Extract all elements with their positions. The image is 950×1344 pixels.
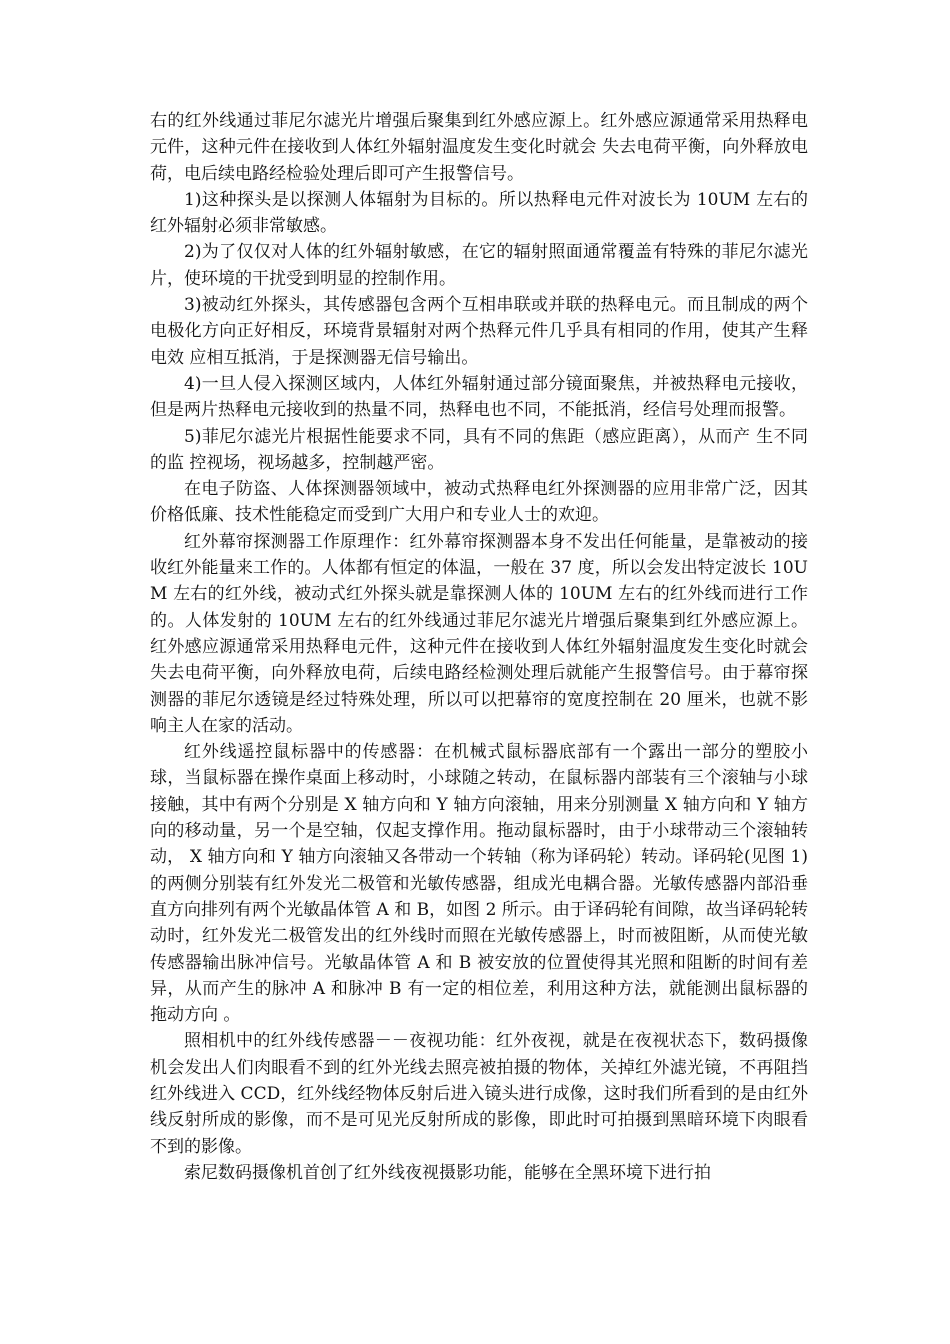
paragraph-point-5: 5)菲尼尔滤光片根据性能要求不同，具有不同的焦距（感应距离），从而产 生不同的监 控视场，视场越多，控制越严密。 <box>150 426 808 473</box>
paragraph-mouse-sensor: 红外线遥控鼠标器中的传感器：在机械式鼠标器底部有一个露出一部分的塑胶小球，当鼠标器在操作桌面上移动时，小球随之转动，在鼠标器内部装有三个滚轴与小球接触，其中有两个分别是 X 轴方向和 Y 轴方向滚轴，用来分别测量 X 轴方向和 Y 轴方向的移动量，另一个是空轴，仅起支撑作用。拖动鼠标器时，由于小球带动三个滚轴转动， X 轴方向和 Y 轴方向滚轴又各带动一个转轴（称为译码轮）转动。译码轮(见图 1)的两侧分别装有红外发光二极管和光敏传感器，组成光电耦合器。光敏传感器内部沿垂直方向排列有两个光敏晶体管 A 和 B，如图 2 所示。由于译码轮有间隙，故当译码轮转动时，红外发光二极管发出的红外线时而照在光敏传感器上，时而被阻断，从而使光敏传感器输出脉冲信号。光敏晶体管 A 和 B 被安放的位置使得其光照和阻断的时间有差异，从而产生的脉冲 A 和脉冲 B 有一定的相位差，利用这种方法，就能测出鼠标器的拖动方向 。 <box>150 742 808 1026</box>
paragraph-point-2: 2)为了仅仅对人体的红外辐射敏感，在它的辐射照面通常覆盖有特殊的菲尼尔滤光片，使环境的干扰受到明显的控制作用。 <box>150 242 808 289</box>
paragraph-point-4: 4)一旦人侵入探测区域内，人体红外辐射通过部分镜面聚焦，并被热释电元接收，但是两片热释电元接收到的热量不同，热释电也不同，不能抵消，经信号处理而报警。 <box>150 373 808 421</box>
paragraph-sony-camera: 索尼数码摄像机首创了红外线夜视摄影功能，能够在全黑环境下进行拍 <box>184 1162 711 1183</box>
paragraph-applications: 在电子防盗、人体探测器领域中，被动式热释电红外探测器的应用非常广泛，因其价格低廉、技术性能稳定而受到广大用户和专业人士的欢迎。 <box>150 479 808 526</box>
paragraph-night-vision: 照相机中的红外线传感器－－夜视功能：红外夜视，就是在夜视状态下，数码摄像机会发出人们肉眼看不到的红外光线去照亮被拍摄的物体，关掉红外滤光镜，不再阻挡红外线进入 CCD，红外线经物体反射后进入镜头进行成像，这时我们所看到的是由红外线反射所成的影像，而不是可见光反射所成的影像，即此时可拍摄到黑暗环境下肉眼看不到的影像。 <box>150 1031 808 1157</box>
paragraph-continued: 右的红外线通过菲尼尔滤光片增强后聚集到红外感应源上。红外感应源通常采用热释电元件，这种元件在接收到人体红外辐射温度发生变化时就会 失去电荷平衡，向外释放电荷，电后续电路经检验处理后即可产生报警信号。 <box>150 111 808 184</box>
paragraph-curtain-detector: 红外幕帘探测器工作原理作：红外幕帘探测器本身不发出任何能量，是靠被动的接收红外能量来工作的。人体都有恒定的体温，一般在 37 度，所以会发出特定波长 10UM 左右的红外线，被动式红外探头就是靠探测人体的 10UM 左右的红外线而进行工作的。人体发射的 10UM 左右的红外线通过菲尼尔滤光片增强后聚集到红外感应源上。红外感应源通常采用热释电元件，这种元件在接收到人体红外辐射温度发生变化时就会失去电荷平衡，向外释放电荷，后续电路经检测处理后就能产生报警信号。由于幕帘探测器的菲尼尔透镜是经过特殊处理，所以可以把幕帘的宽度控制在 20 厘米，也就不影响主人在家的活动。 <box>150 531 808 736</box>
paragraph-point-3: 3)被动红外探头，其传感器包含两个互相串联或并联的热释电元。而且制成的两个电极化方向正好相反，环境背景辐射对两个热释元件几乎具有相同的作用，使其产生释电效 应相互抵消，于是探测器无信号输出。 <box>150 295 808 368</box>
document-page <box>150 108 808 1186</box>
paragraph-point-1: 1)这种探头是以探测人体辐射为目标的。所以热释电元件对波长为 10UM 左右的红外辐射必须非常敏感。 <box>150 189 808 237</box>
